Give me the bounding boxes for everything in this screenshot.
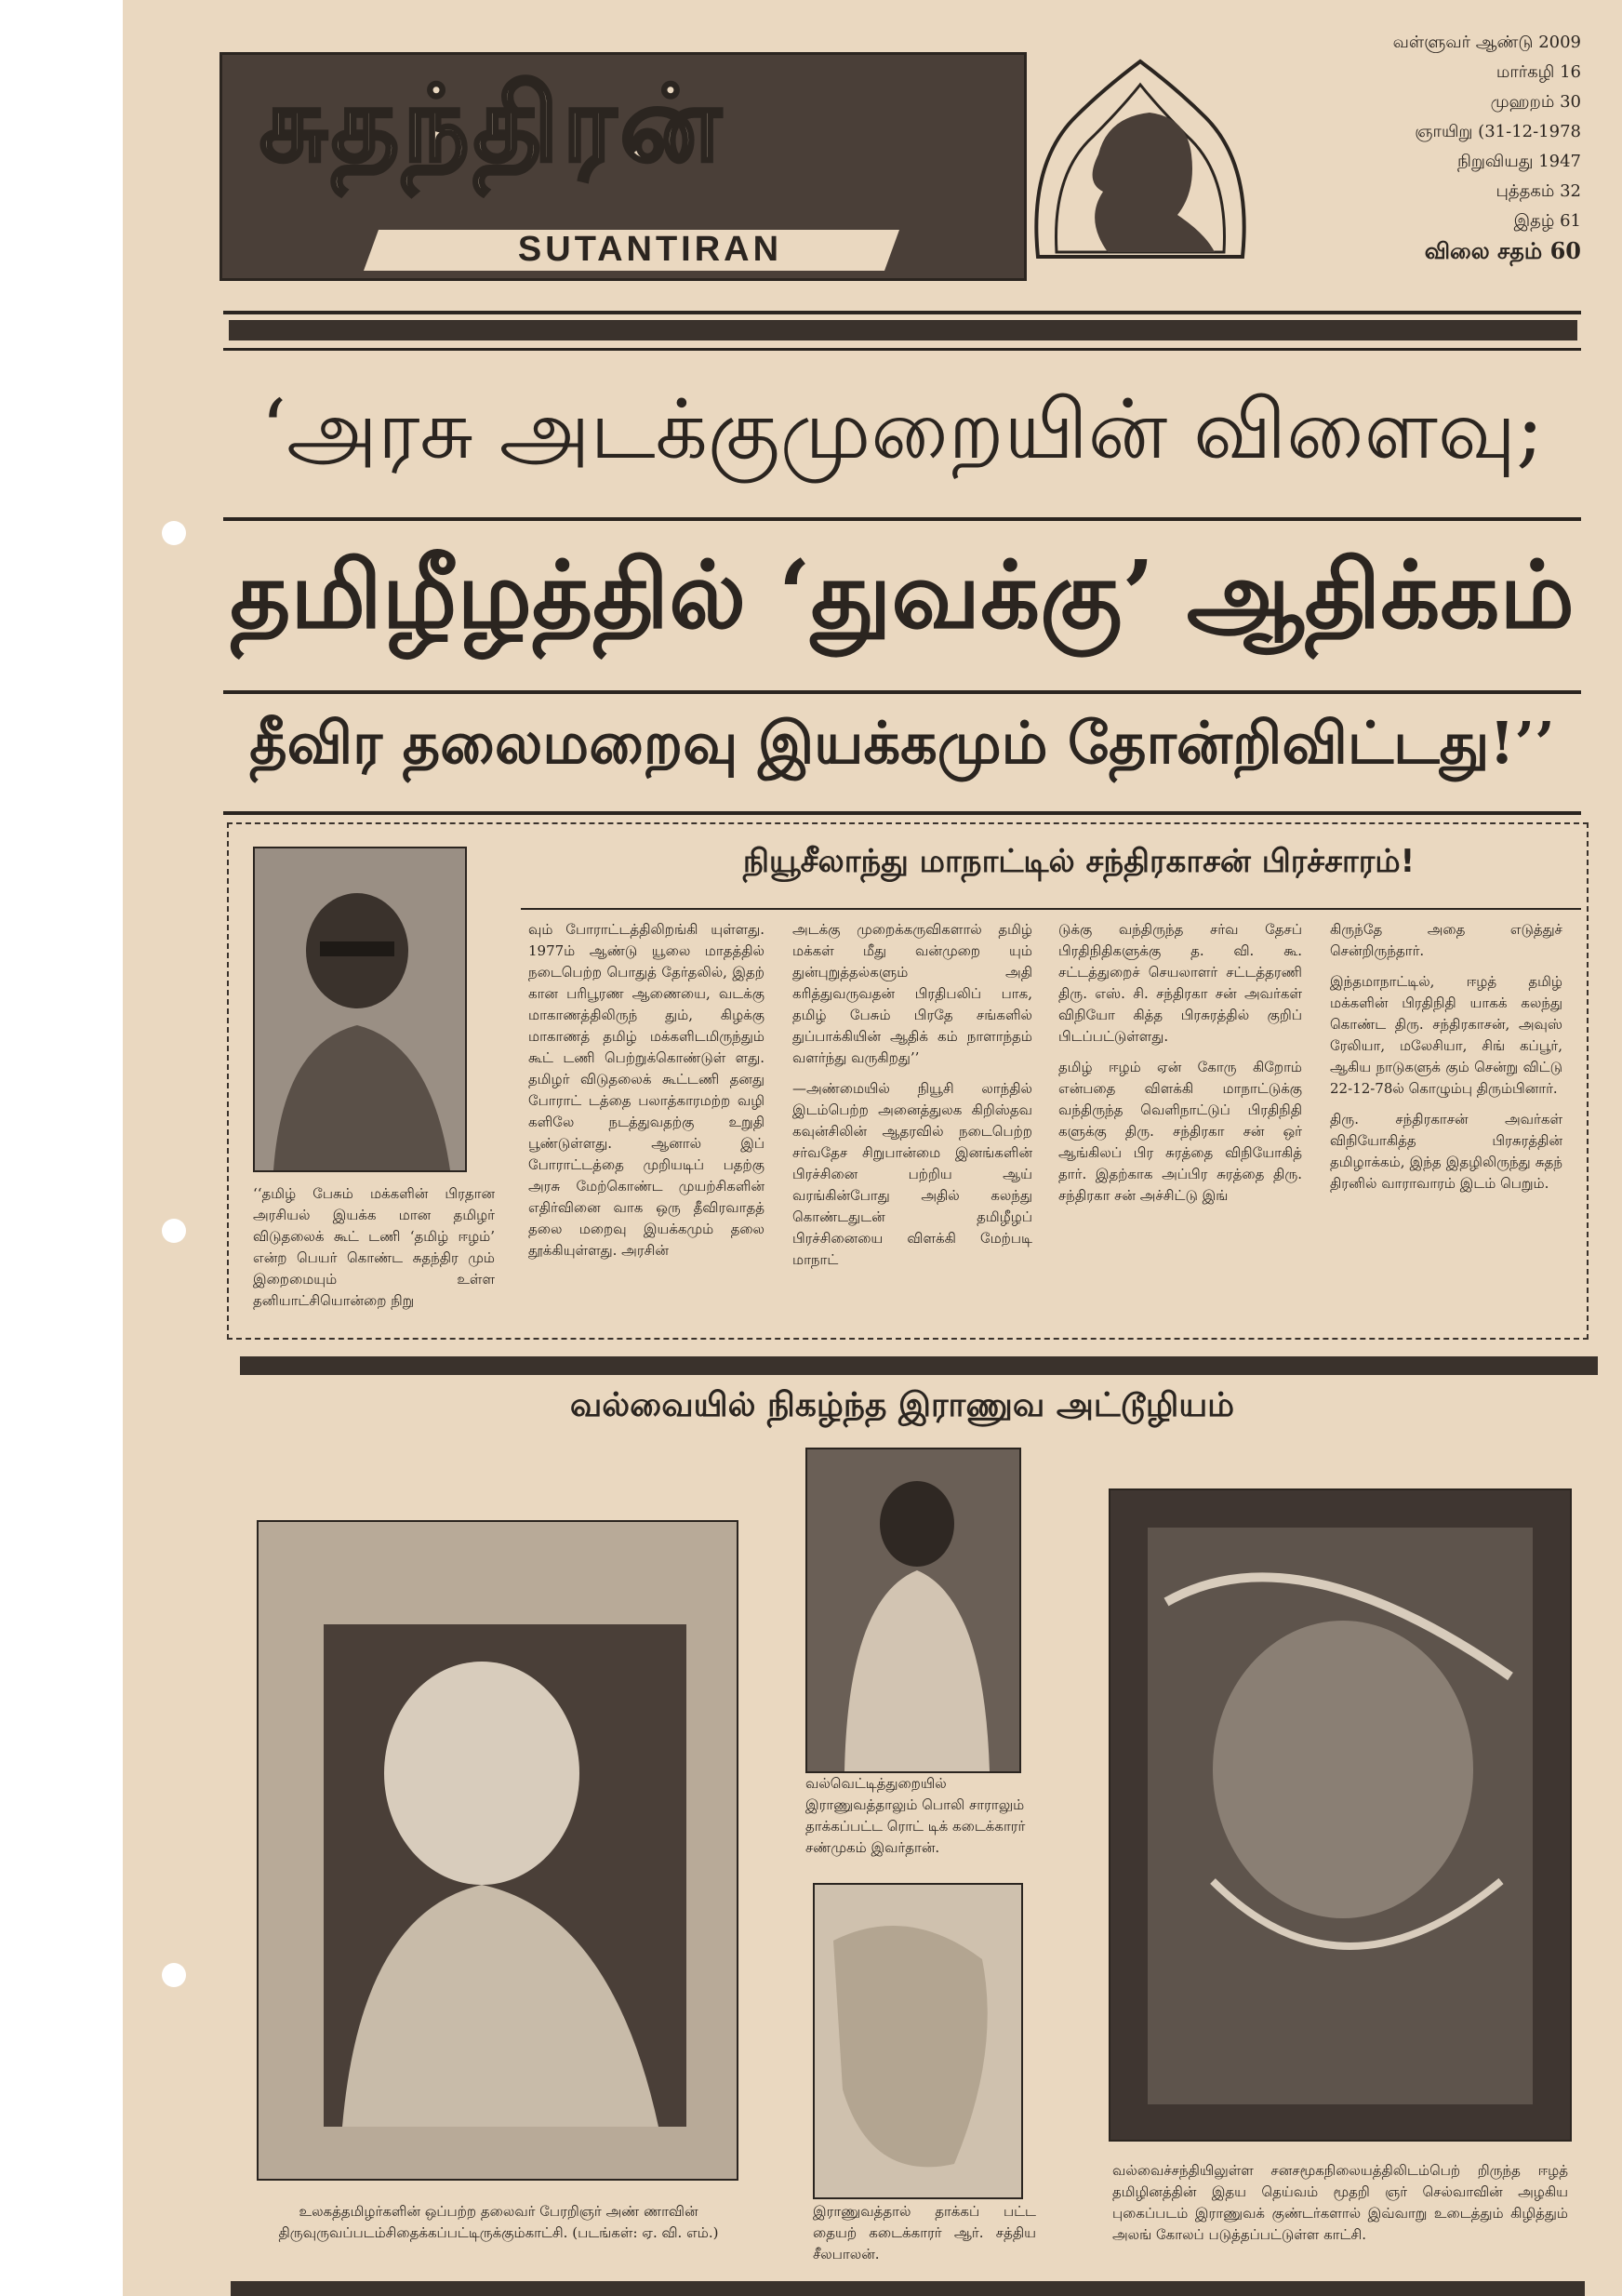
rule	[223, 690, 1581, 694]
article-column-3: டுக்கு வந்திருந்த சர்வ தேசப் பிரதிநிதிகளுக்கு த. வி. கூ. சட்டத்துறைச் செயலாளர் சட்டத்தரணி திரு. எஸ். சி. சந்திரகா சன் அவர்கள் விநியோ கித்த பிரசுரத்தில் குறிப் பிடப்பட்டுள்ளது. தமிழ் ஈழம் ஏன் கோரு கிறோம் என்பதை விளக்கி மாநாட்டுக்கு வந்திருந்த வெளிநாட்டுப் பிரதிநிதி களுக்கு திரு. சந்திரகா சன் ஒர் ஆங்கிலப் பிர சுரத்தை விநியோகித் தார். இதற்காக அப்பிர சுரத்தை திரு. சந்திரகா சன் அச்சிட்டு இங்	[1058, 921, 1302, 1204]
article-column-4: கிருந்தே அதை எடுத்துச் சென்றிருந்தார். இந்தமாநாட்டில், ஈழத் தமிழ் மக்களின் பிரதிநிதி யாகக் கலந்து கொண்ட திரு. சந்திரகாசன், அவுஸ் ரேலியா, மலேசியா, சிங் கப்பூர், ஆகிய நாடுகளுக் கும் சென்று விட்டு 22-12-78ல் கொழும்பு திரும்பினார். திரு. சந்திரகாசன் அவர்கள் விநியோகித்த பிரசுரத்தின் தமிழாக்கம், இந்த இதழிலிருந்து சுதந் திரனில் வாராவாரம் இடம் பெறும்.	[1330, 921, 1562, 1192]
victim-photo-2	[813, 1883, 1023, 2199]
punch-hole	[162, 1963, 186, 1987]
masthead-title: சுதந்திரன்	[259, 64, 725, 185]
caption-mid-top: வல்வெட்டித்துறையில் இராணுவத்தாலும் பொலி சாராலும் தாக்கப்பட்ட ரொட் டிக் கடைக்காரர் சண்முகம் இவர்தான்.	[805, 1775, 1026, 1856]
caption-left: உலகத்தமிழர்களின் ஒப்பற்ற தலைவர் பேரறிஞர் அண் ணாவின் திருவுருவப்படம்சிதைக்கப்பட்டிருக்கும்காட்சி. (படங்கள்: ஏ. வி. எம்.)	[278, 2203, 719, 2241]
dateline-row: இதழ் 61	[1513, 211, 1581, 231]
caption-mid-bottom: இராணுவத்தால் தாக்கப் பட்ட தையற் கடைக்காரர் ஆர். சத்திய சீலபாலன்.	[813, 2203, 1036, 2263]
portrait-photo	[253, 847, 467, 1172]
dateline-block	[1283, 28, 1581, 266]
framed-portrait-photo	[257, 1520, 738, 2181]
caption-right: வல்வைச்சந்தியிலுள்ள சனசமூகநிலையத்திலிடம்பெற் றிருந்த ஈழத் தமிழினத்தின் இதய தெய்வம் மூதறி ஞர் செல்வாவின் அழகிய புகைப்படம் இராணுவக் குண்டர்களால் இவ்வாறு உடைத்தும் கிழித்தும் அலங் கோலப் படுத்தப்பட்டுள்ள காட்சி.	[1112, 2162, 1568, 2243]
masthead-banner	[219, 52, 1027, 281]
thick-bar	[240, 1356, 1598, 1375]
victim-photo-1	[805, 1448, 1021, 1773]
section-title: வல்வையில் நிகழ்ந்த இராணுவ அட்டூழியம்	[569, 1386, 1235, 1424]
dateline-row: மார்கழி 16	[1496, 62, 1581, 82]
punch-hole	[162, 1219, 186, 1243]
article-column-2: அடக்கு முறைக்கருவிகளால் தமிழ் மக்கள் மீது வன்முறை யும் துன்புறுத்தல்களும் அதி கரித்துவருவதன் பிரதிபலிப் பாக, தமிழ் பேசும் பிரதே சங்களில் துப்பாக்கியின் ஆதிக் கம் நாளாந்தம் வளர்ந்து வருகிறது’’ —அண்மையில் நியூசி லாந்தில் இடம்பெற்ற அனைத்துலக கிறிஸ்தவ கவுன்சிலின் ஆதரவில் நடைபெற்ற சர்வதேச சிறுபான்மை இனங்களின் பிரச்சினை பற்றிய ஆய் வரங்கின்போது அதில் கலந்து கொண்டதுடன் தமிழீழப் பிரச்சினையை விளக்கி மேற்படி மாநாட்	[792, 921, 1032, 1268]
price-row: விலை சதம் 60	[1424, 237, 1581, 264]
rule	[223, 311, 1581, 314]
punch-hole	[162, 521, 186, 545]
dateline-row: ஞாயிறு (31-12-1978	[1415, 122, 1581, 141]
rule	[223, 811, 1581, 815]
dateline-row: புத்தகம் 32	[1496, 181, 1581, 201]
article-subtitle: நியூசீலாந்து மாநாட்டில் சந்திரகாசன் பிரச்சாரம்!	[742, 843, 1416, 880]
bottom-bar	[231, 2281, 1585, 2296]
article-column-1: வும் போராட்டத்திலிறங்கி யுள்ளது. 1977ம் ஆண்டு யூலை மாதத்தில் நடைபெற்ற பொதுத் தேர்தலில், இதற் கான பரிபூரண ஆணையை, வடக்கு மாகாணத்திலிருந் தும், கிழக்கு மாகாணத் தமிழ் மக்களிடமிருந்தும் கூட் டணி பெற்றுக்கொண்டுள் ளது. தமிழர் விடுதலைக் கூட்டணி தனது போராட் டத்தை பலாத்காரமற்ற வழி களிலே நடத்துவதற்கு உறுதி பூண்டுள்ளது. ஆனால் இப் போராட்டத்தை முறியடிப் பதற்கு அரசு மேற்கொண்ட முயற்சிகளின் எதிர்வினை வாக ஒரு தீவிரவாதத் தலை மறைவு இயக்கமும் தலை தூக்கியுள்ளது. அரசின்	[528, 921, 764, 1259]
lotus-portrait-emblem	[1019, 52, 1261, 272]
rule	[223, 348, 1581, 351]
masthead-latin-title: SUTANTIRAN	[517, 230, 783, 269]
rule	[521, 908, 1581, 910]
portrait-caption: ‘‘தமிழ் பேசும் மக்களின் பிரதான அரசியல் இயக்க மான தமிழர் விடுதலைக் கூட் டணி ‘தமிழ் ஈழம்’ என்ற பெயர் கொண்ட சுதந்திர மும் இறைமையும் உள்ள தனியாட்சியொன்றை நிறு	[253, 1185, 495, 1309]
dateline-row: வள்ளுவர் ஆண்டு 2009	[1392, 33, 1581, 52]
torn-portrait-photo	[1109, 1488, 1572, 2142]
headline-line-2: தமிழீழத்தில் ‘துவக்கு’ ஆதிக்கம்	[230, 540, 1575, 649]
dateline-row: நிறுவியது 1947	[1456, 152, 1581, 171]
thick-bar	[229, 320, 1577, 340]
headline-line-1: ‘அரசு அடக்குமுறையின் விளைவு;	[260, 381, 1544, 477]
headline-line-3: தீவிர தலைமறைவு இயக்கமும் தோன்றிவிட்டது!’’	[249, 709, 1555, 777]
rule	[223, 517, 1581, 521]
dateline-row: முஹறம் 30	[1490, 92, 1581, 112]
